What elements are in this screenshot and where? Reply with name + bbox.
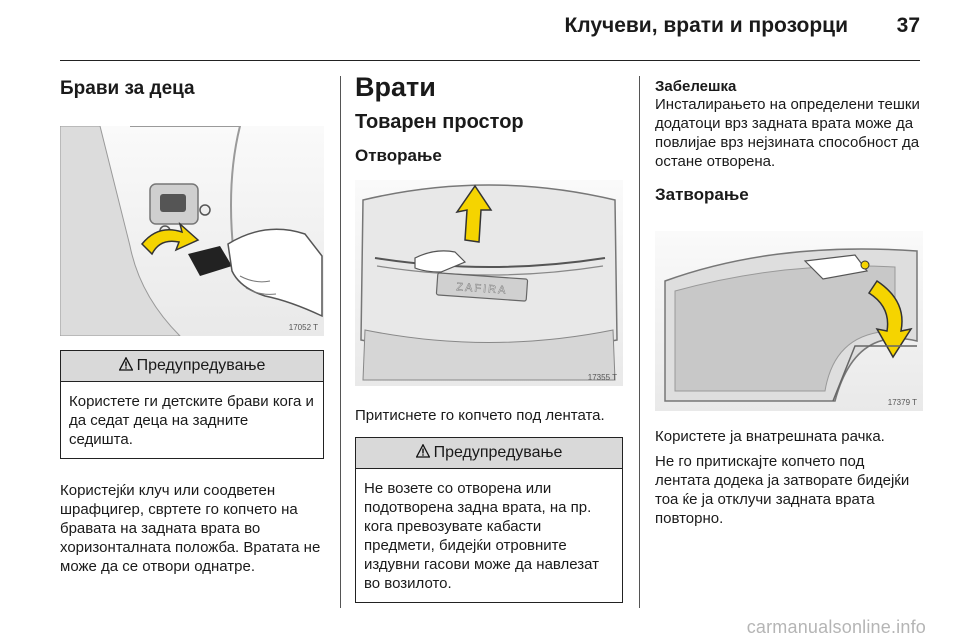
middle-column — [355, 72, 623, 603]
watermark-text: carmanualsonline.info — [746, 617, 926, 637]
column-divider — [639, 76, 640, 608]
column-divider — [340, 76, 341, 608]
section-heading-load-compartment: Товарен простор — [355, 111, 524, 133]
closing-instruction-button: Не го притискајте копчето под лентата додека ја затворате бидејќи тоа ќе ја отклучи задната врата повторно. — [655, 453, 910, 527]
note-label: Забелешка — [655, 78, 737, 95]
warning-box — [355, 437, 623, 603]
warning-triangle-icon — [416, 444, 430, 458]
tailgate-closing-illustration — [655, 231, 923, 411]
tailgate-closing-drawing — [655, 231, 923, 411]
subsection-heading-closing: Затворање — [655, 185, 749, 204]
child-lock-instructions: Користејќи клуч или соодветен шрафцигер, свртете го копчето на бравата на задната врата во хоризонталната положба. Вратата не може да се отвори однатре. — [60, 482, 321, 575]
warning-box — [60, 350, 324, 459]
warning-title: Предупредување — [136, 357, 266, 374]
subsection-heading-opening: Отворање — [355, 146, 442, 165]
note-text: Инсталирањето на определени тешки додатоци врз задната врата може да повлијае врз нејзината способност да остане отворена. — [655, 96, 920, 170]
tailgate-drawing — [355, 180, 623, 386]
section-heading-child-locks: Брави за деца — [60, 78, 195, 99]
warning-header — [61, 351, 323, 382]
header-divider — [60, 60, 920, 61]
figure-code: 17355 T — [587, 373, 617, 382]
warning-text: Не возете со отворена или подотворена задна врата, на пр. кога превозувате кабасти предмети, бидејќи отровните издувни гасови може да навлезат во возилото. — [364, 480, 600, 592]
right-column — [655, 78, 923, 528]
chapter-heading-doors: Врати — [355, 72, 436, 102]
warning-title: Предупредување — [433, 444, 563, 461]
page-number: 37 — [896, 14, 920, 37]
closing-instruction-handle: Користете ја внатрешната рачка. — [655, 428, 885, 445]
child-lock-illustration — [60, 126, 324, 336]
figure-code: 17379 T — [887, 398, 917, 407]
child-lock-drawing — [60, 126, 324, 336]
page-header-title: Клучеви, врати и прозорци — [564, 14, 848, 37]
warning-text: Користете ги детските брави кога и да седат деца на задните седишта. — [69, 393, 314, 448]
car-badge-text: ZAFIRA — [455, 281, 508, 297]
figure-code: 17052 T — [288, 323, 318, 332]
warning-header — [356, 438, 622, 469]
tailgate-opening-illustration — [355, 180, 623, 386]
opening-instructions: Притиснете го копчето под лентата. — [355, 407, 605, 424]
warning-triangle-icon — [119, 357, 133, 371]
left-column — [60, 72, 324, 576]
